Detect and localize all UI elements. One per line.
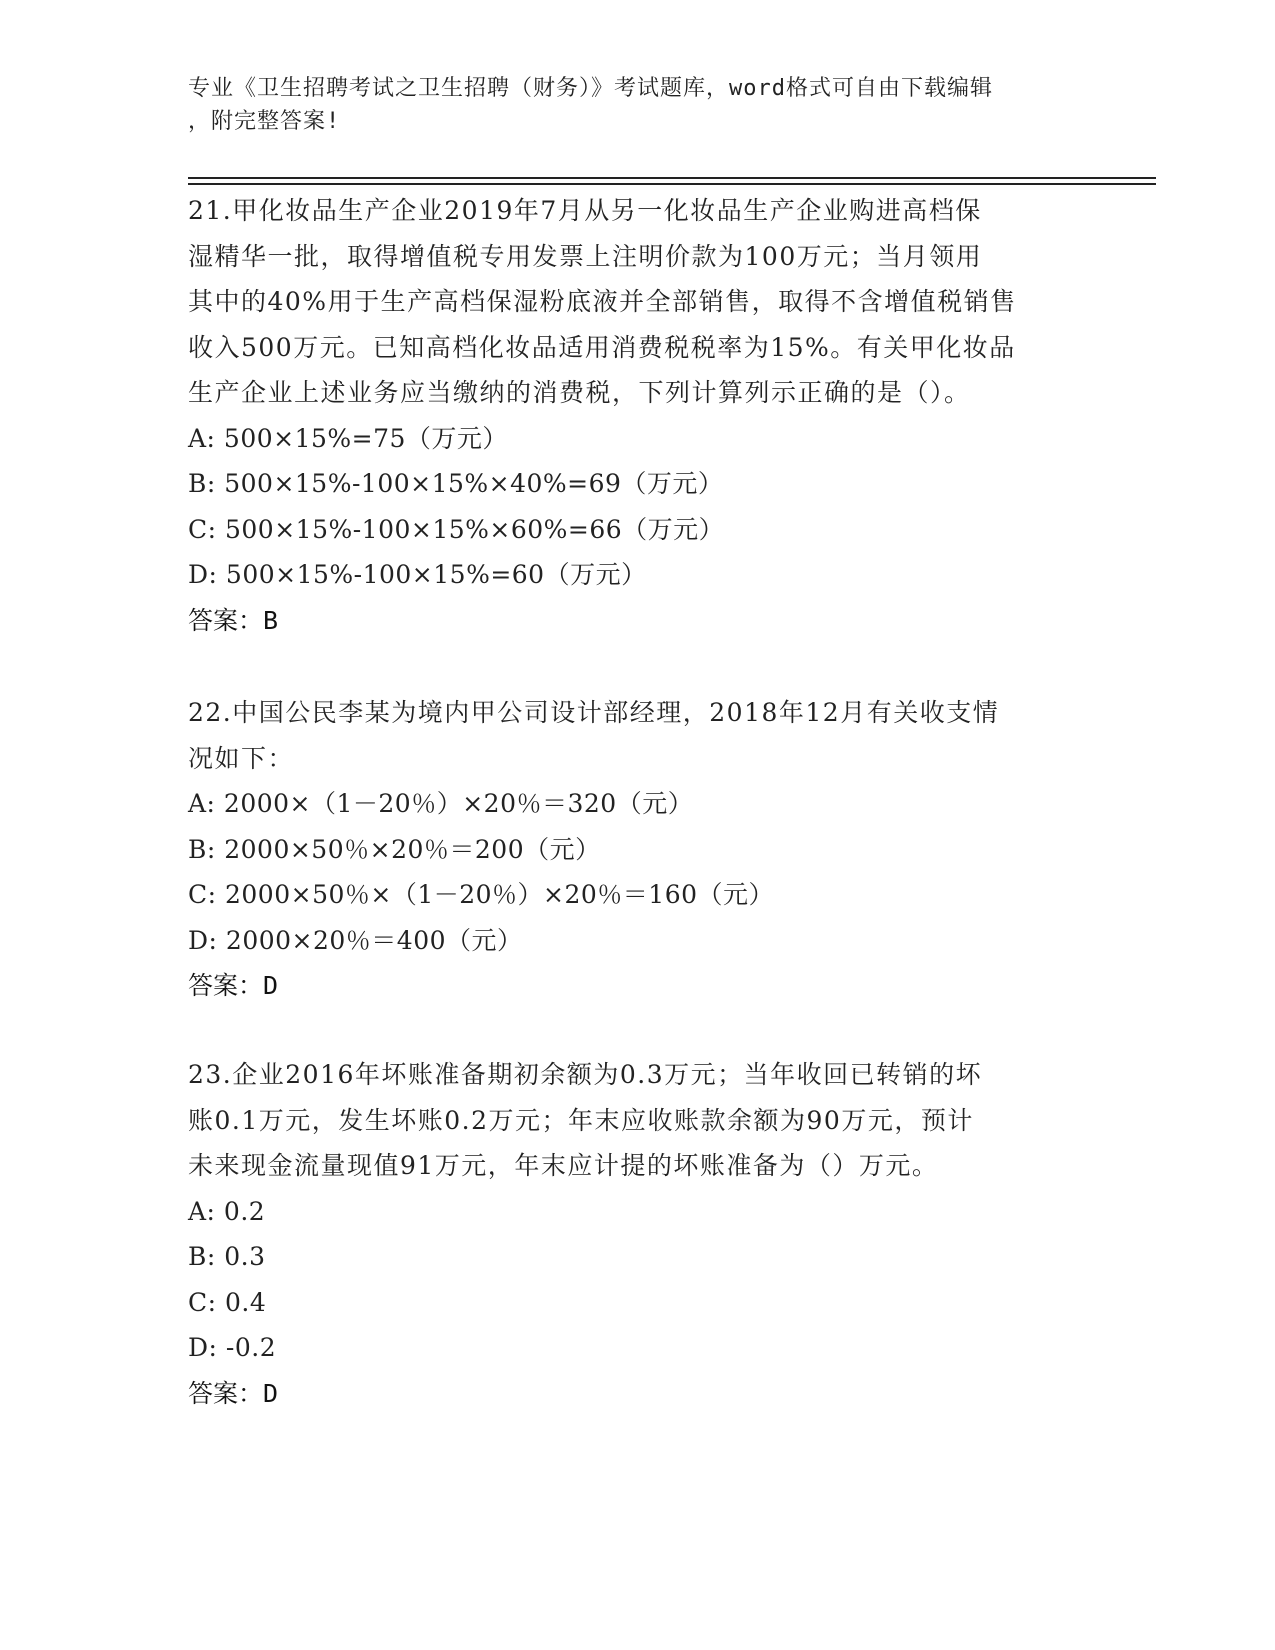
stem-line: 未来现金流量现值91万元，年末应计提的坏账准备为（）万元。: [188, 1151, 939, 1180]
header-divider-bottom: [188, 183, 1156, 185]
option-d: D: 500×15%-100×15%=60（万元）: [188, 560, 647, 589]
stem-line: 收入500万元。已知高档化妆品适用消费税税率为15%。有关甲化妆品: [188, 332, 1016, 362]
header-line-2: ，附完整答案!: [188, 109, 341, 134]
question-21: [188, 188, 1088, 643]
document-header: [188, 72, 1068, 138]
stem-line: 21.甲化妆品生产企业2019年7月从另一化妆品生产企业购进高档保: [188, 196, 982, 225]
option-b: B: 2000×50％×20％＝200（元）: [188, 834, 601, 864]
question-stem: [188, 1052, 1088, 1189]
answer-label: 答案：D: [188, 971, 279, 1000]
question-23: [188, 1052, 1088, 1416]
stem-line: 账0.1万元，发生坏账0.2万元；年末应收账款余额为90万元，预计: [188, 1105, 974, 1135]
option-c: C: 0.4: [188, 1287, 267, 1317]
option-c: C: 2000×50％×（1－20％）×20％＝160（元）: [188, 880, 775, 909]
question-stem: [188, 690, 1088, 781]
option-b: B: 0.3: [188, 1242, 266, 1271]
option-a: A: 0.2: [188, 1196, 266, 1226]
option-c: C: 500×15%-100×15%×60%=66（万元）: [188, 514, 725, 544]
stem-line: 22.中国公民李某为境内甲公司设计部经理，2018年12月有关收支情: [188, 698, 1000, 727]
header-divider-top: [188, 177, 1156, 179]
stem-line: 23.企业2016年坏账准备期初余额为0.3万元；当年收回已转销的坏: [188, 1060, 983, 1089]
question-stem: [188, 188, 1088, 416]
option-d: D: -0.2: [188, 1333, 277, 1362]
stem-line: 其中的40%用于生产高档保湿粉底液并全部销售，取得不含增值税销售: [188, 287, 1017, 316]
question-22: [188, 690, 1088, 1009]
option-a: A: 500×15%=75（万元）: [188, 423, 508, 453]
option-b: B: 500×15%-100×15%×40%=69（万元）: [188, 469, 724, 498]
answer-label: 答案：B: [188, 605, 279, 635]
stem-line: 湿精华一批，取得增值税专用发票上注明价款为100万元；当月领用: [188, 241, 983, 271]
stem-line: 况如下：: [188, 743, 295, 773]
stem-line: 生产企业上述业务应当缴纳的消费税，下列计算列示正确的是（）。: [188, 378, 971, 407]
answer-label: 答案：D: [188, 1378, 279, 1408]
header-line-1: 专业《卫生招聘考试之卫生招聘（财务）》考试题库，word格式可自由下载编辑: [188, 76, 993, 101]
option-a: A: 2000×（1－20％）×20％＝320（元）: [188, 789, 694, 818]
option-d: D: 2000×20％＝400（元）: [188, 925, 523, 955]
